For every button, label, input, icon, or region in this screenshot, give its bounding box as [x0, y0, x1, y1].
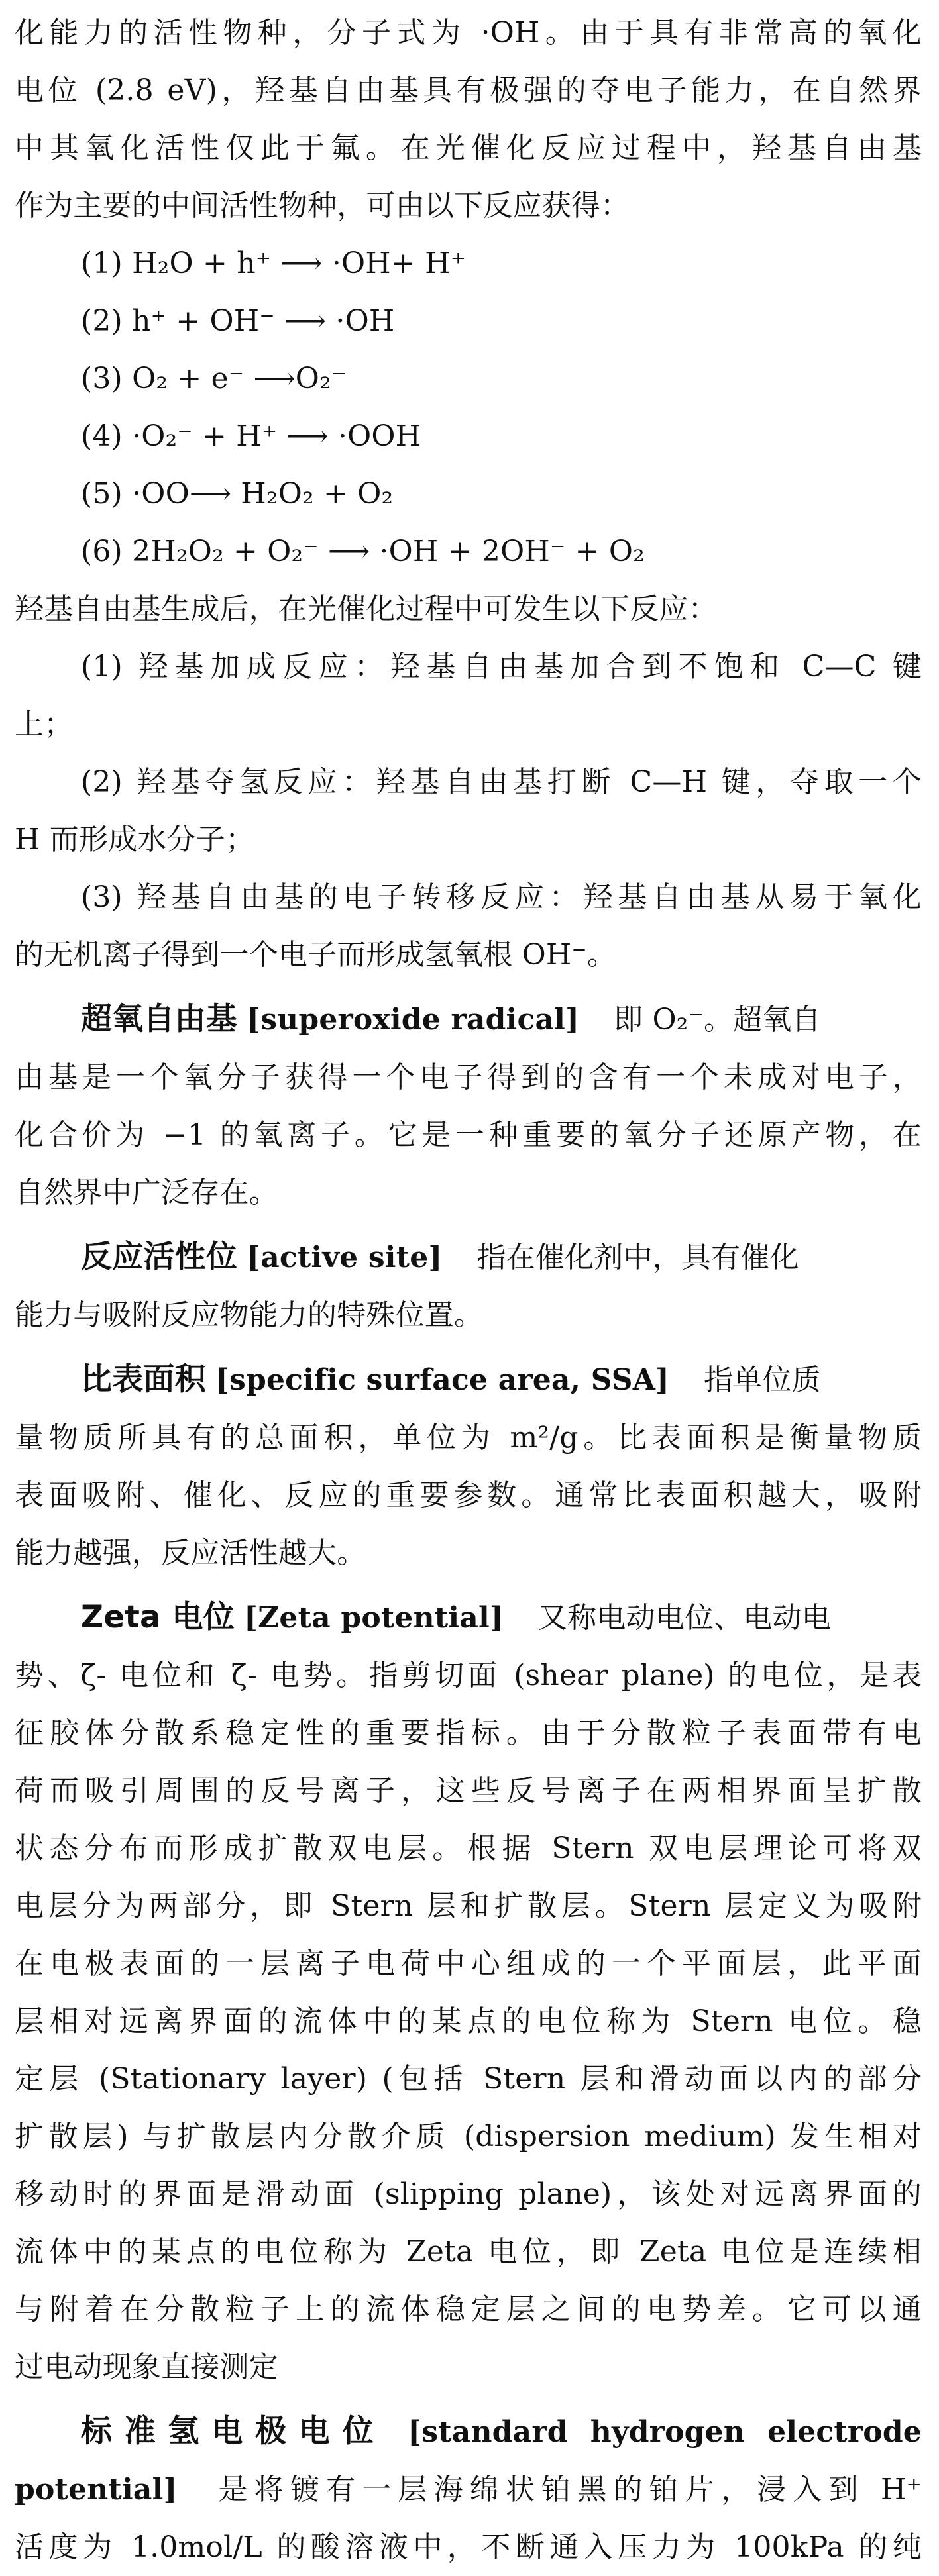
- text-line: 作为主要的中间活性物种，可由以下反应获得：: [15, 189, 630, 223]
- text-line: 状态分布而形成扩散双电层。根据 Stern 双电层理论可将双: [15, 1831, 922, 1865]
- term-english: [superoxide radical]: [247, 1003, 580, 1037]
- reaction-item-2-cont: H 而形成水分子；: [15, 823, 255, 856]
- term-name: 标准氢电极电位: [81, 2413, 386, 2449]
- equation-6: (6) 2H₂O₂ + O₂⁻ ⟶ ·OH + 2OH⁻ + O₂: [81, 535, 645, 568]
- text-line: 移动时的界面是滑动面 (slipping plane)，该处对远离界面的: [15, 2177, 922, 2211]
- term-english: [specific surface area, SSA]: [215, 1363, 670, 1397]
- term-name: 比表面积: [81, 1361, 206, 1398]
- text-line: 定层 (Stationary layer) (包括 Stern 层和滑动面以内的部分: [15, 2062, 922, 2096]
- term-english: [Zeta potential]: [244, 1601, 504, 1635]
- text-line: 势、ζ- 电位和 ζ- 电势。指剪切面 (shear plane) 的电位，是表: [15, 1659, 922, 1692]
- text-line: 化能力的活性物种，分子式为 ·OH。由于具有非常高的氧化: [15, 16, 922, 50]
- text-line: 能力与吸附反应物能力的特殊位置。: [15, 1298, 484, 1332]
- reaction-item-2: (2) 羟基夺氢反应：羟基自由基打断 C—H 键，夺取一个: [81, 765, 922, 799]
- term-english-cont: potential]: [15, 2473, 178, 2506]
- text-line: 流体中的某点的电位称为 Zeta 电位，即 Zeta 电位是连续相: [15, 2235, 922, 2269]
- equation-3: (3) O₂ + e⁻ ⟶O₂⁻: [81, 362, 347, 395]
- text-line: 电层分为两部分，即 Stern 层和扩散层。Stern 层定义为吸附: [15, 1889, 922, 1923]
- text-line: 过电动现象直接测定: [15, 2350, 278, 2384]
- text-line: 表面吸附、催化、反应的重要参数。通常比表面积越大，吸附: [15, 1478, 922, 1512]
- text-line: 中其氧化活性仅此于氟。在光催化反应过程中，羟基自由基: [15, 131, 922, 165]
- term-definition-start: 指在催化剂中，具有催化: [476, 1241, 799, 1274]
- term-definition-start: 是将镀有一层海绵状铂黑的铂片，浸入到 H⁺: [211, 2473, 922, 2506]
- text-line: [15, 2461, 922, 2518]
- text-line: 在电极表面的一层离子电荷中心组成的一个平面层，此平面: [15, 1947, 922, 1981]
- equation-1: (1) H₂O + h⁺ ⟶ ·OH+ H⁺: [81, 246, 467, 280]
- equation-2: (2) h⁺ + OH⁻ ⟶ ·OH: [81, 304, 395, 338]
- text-line: 征胶体分散系稳定性的重要指标。由于分散粒子表面带有电: [15, 1716, 922, 1750]
- text-line: 电位 (2.8 eV)，羟基自由基具有极强的夺电子能力，在自然界: [15, 74, 922, 107]
- term-entry-active-site: [15, 1228, 922, 1286]
- text-line: 量物质所具有的总面积，单位为 m²/g。比表面积是衡量物质: [15, 1421, 922, 1455]
- term-name: 反应活性位: [81, 1239, 237, 1275]
- equation-4: (4) ·O₂⁻ + H⁺ ⟶ ·OOH: [81, 419, 421, 453]
- equation-5: (5) ·OO⟶ H₂O₂ + O₂: [81, 477, 394, 511]
- text-line: 荷而吸引周围的反号离子，这些反号离子在两相界面呈扩散: [15, 1774, 922, 1808]
- text-line: 羟基自由基生成后，在光催化过程中可发生以下反应：: [15, 592, 718, 626]
- term-entry-zeta: [15, 1588, 922, 1647]
- text-line: 扩散层) 与扩散层内分散介质 (dispersion medium) 发生相对: [15, 2120, 922, 2153]
- reaction-item-1: (1) 羟基加成反应：羟基自由基加合到不饱和 C—C 键: [81, 650, 922, 684]
- text-line: 活度为 1.0mol/L 的酸溶液中，不断通入压力为 100kPa 的纯: [15, 2530, 922, 2564]
- term-entry-superoxide: [15, 990, 922, 1049]
- text-line: 能力越强，反应活性越大。: [15, 1536, 366, 1570]
- reaction-item-3-cont: 的无机离子得到一个电子而形成氢氧根 OH⁻。: [15, 938, 617, 972]
- reaction-item-1-cont: 上；: [15, 707, 74, 741]
- text-line: 化合价为 −1 的氧离子。它是一种重要的氧分子还原产物，在: [15, 1118, 922, 1152]
- term-definition-start: 又称电动电位、电动电: [537, 1601, 831, 1635]
- term-name: 超氧自由基: [81, 1001, 237, 1037]
- text-line: 层相对远离界面的流体中的某点的电位称为 Stern 电位。稳: [15, 2004, 922, 2038]
- term-english: [active site]: [247, 1241, 443, 1274]
- term-definition-start: 即 O₂⁻。超氧自: [614, 1003, 821, 1037]
- term-definition-start: 指单位质: [704, 1363, 821, 1397]
- text-line: 与附着在分散粒子上的流体稳定层之间的电势差。它可以通: [15, 2293, 922, 2326]
- term-english: [standard hydrogen electrode: [408, 2415, 922, 2449]
- term-name: Zeta 电位: [81, 1599, 235, 1635]
- term-entry-she: [15, 2402, 922, 2461]
- text-line: 自然界中广泛存在。: [15, 1176, 278, 1210]
- term-entry-ssa: [15, 1351, 922, 1409]
- text-line: 由基是一个氧分子获得一个电子得到的含有一个未成对电子，: [15, 1060, 922, 1094]
- reaction-item-3: (3) 羟基自由基的电子转移反应：羟基自由基从易于氧化: [81, 880, 922, 914]
